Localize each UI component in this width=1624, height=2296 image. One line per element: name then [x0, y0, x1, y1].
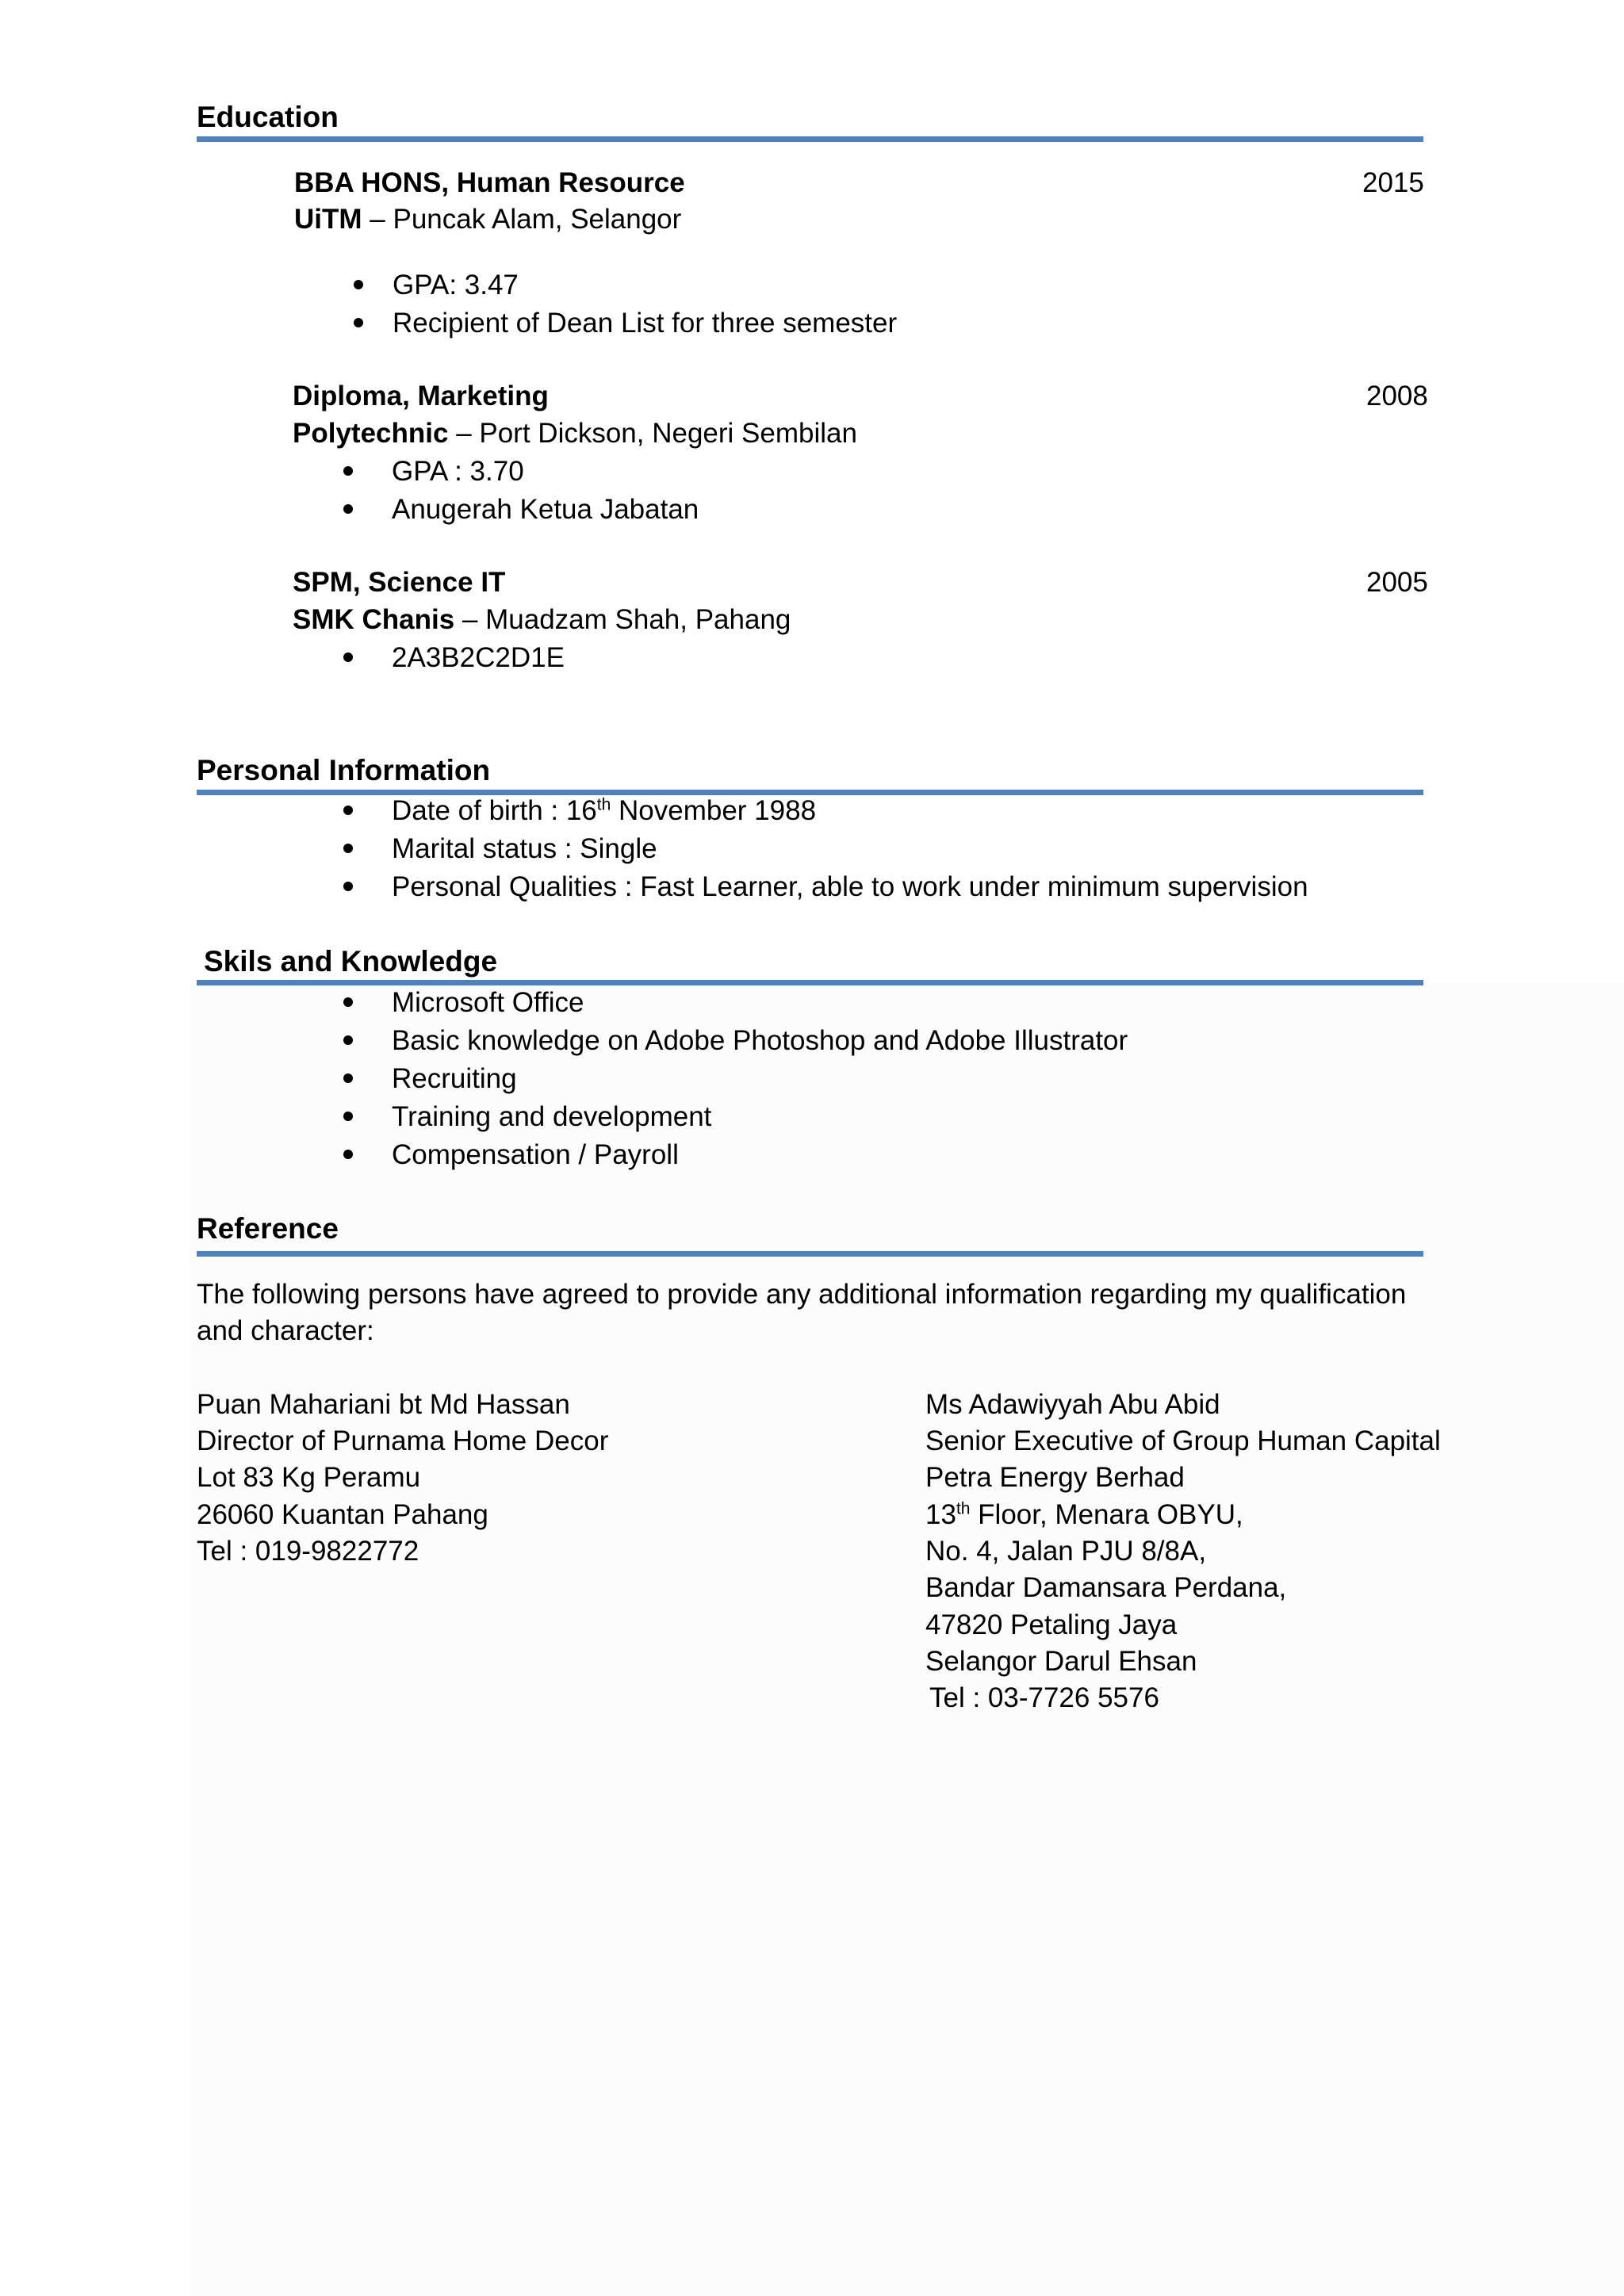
section-heading-personal: Personal Information: [197, 754, 491, 786]
school-location: – Puncak Alam, Selangor: [370, 204, 682, 235]
list-item: Recruiting: [392, 1063, 517, 1094]
bullet-icon: [343, 1035, 353, 1045]
reference-left-line: Puan Mahariani bt Md Hassan: [197, 1389, 570, 1420]
list-item: Microsoft Office: [392, 987, 584, 1018]
reference-right-title: Senior Executive of Group Human Capital: [925, 1425, 1441, 1456]
school-name: UiTM: [294, 204, 362, 235]
reference-left-line: Director of Purnama Home Decor: [197, 1425, 609, 1456]
section-rule: [197, 1251, 1423, 1257]
reference-right-line: No. 4, Jalan PJU 8/8A,: [925, 1536, 1207, 1567]
bullet-icon: [343, 882, 353, 891]
school-name: SMK Chanis: [293, 604, 455, 635]
date-of-birth: [392, 792, 816, 829]
reference-right-line: 47820 Petaling Jaya: [925, 1609, 1178, 1640]
reference-right-line: Bandar Damansara Perdana,: [925, 1572, 1287, 1603]
bullet-icon: [343, 844, 353, 853]
dob-sup: th: [596, 795, 611, 814]
reference-left-line: 26060 Kuantan Pahang: [197, 1499, 488, 1530]
list-item: GPA: 3.47: [393, 270, 519, 300]
section-rule: [197, 980, 1423, 985]
dob-suffix: November 1988: [611, 795, 817, 826]
floor-sup: th: [956, 1499, 971, 1518]
floor-num: 13: [925, 1499, 956, 1530]
school-line: [293, 601, 791, 638]
school-location: – Muadzam Shah, Pahang: [462, 604, 791, 635]
list-item: Basic knowledge on Adobe Photoshop and Adobe Illustrator: [392, 1025, 1128, 1056]
reference-right-company: Petra Energy Berhad: [925, 1462, 1185, 1493]
bullet-icon: [343, 1073, 353, 1083]
section-heading-reference: Reference: [197, 1212, 339, 1245]
degree-year: 2005: [1366, 567, 1428, 598]
page-shade: [190, 983, 1624, 2296]
reference-right-floor: [925, 1496, 1243, 1533]
school-line: [293, 415, 857, 452]
list-item: Anugerah Ketua Jabatan: [392, 494, 699, 525]
list-item: GPA : 3.70: [392, 456, 524, 487]
dob-prefix: Date of birth : 16: [392, 795, 597, 826]
reference-intro-line2: and character:: [197, 1315, 374, 1346]
bullet-icon: [343, 1150, 353, 1159]
list-item: Training and development: [392, 1101, 712, 1132]
reference-right-tel: Tel : 03-7726 5576: [929, 1682, 1159, 1713]
reference-intro-line1: The following persons have agreed to provide any additional information regarding my qualification: [197, 1279, 1407, 1310]
list-item: Recipient of Dean List for three semester: [393, 308, 898, 339]
bullet-icon: [343, 997, 353, 1007]
degree-title: BBA HONS, Human Resource: [294, 167, 685, 198]
degree-year: 2008: [1366, 381, 1428, 411]
degree-title: Diploma, Marketing: [293, 381, 549, 411]
bullet-icon: [354, 318, 363, 327]
bullet-icon: [343, 466, 353, 476]
list-item: Compensation / Payroll: [392, 1139, 679, 1170]
personal-qualities: Personal Qualities : Fast Learner, able to work under minimum supervision: [392, 871, 1308, 902]
reference-right-name: Ms Adawiyyah Abu Abid: [925, 1389, 1220, 1420]
floor-rest: Floor, Menara OBYU,: [970, 1499, 1243, 1530]
bullet-icon: [354, 280, 363, 289]
bullet-icon: [343, 1112, 353, 1121]
section-rule: [197, 136, 1423, 142]
school-line: [294, 201, 681, 238]
reference-right-line: Selangor Darul Ehsan: [925, 1646, 1197, 1677]
bullet-icon: [343, 806, 353, 815]
bullet-icon: [343, 504, 353, 514]
school-location: – Port Dickson, Negeri Sembilan: [456, 418, 857, 449]
bullet-icon: [343, 652, 353, 662]
marital-status: Marital status : Single: [392, 833, 657, 864]
degree-title: SPM, Science IT: [293, 567, 506, 598]
reference-left-line: Lot 83 Kg Peramu: [197, 1462, 421, 1493]
school-name: Polytechnic: [293, 418, 449, 449]
degree-year: 2015: [1362, 167, 1424, 198]
section-heading-education: Education: [197, 101, 339, 133]
reference-left-line: Tel : 019-9822772: [197, 1536, 419, 1567]
list-item: 2A3B2C2D1E: [392, 642, 565, 673]
section-heading-skills: Skils and Knowledge: [204, 945, 498, 978]
